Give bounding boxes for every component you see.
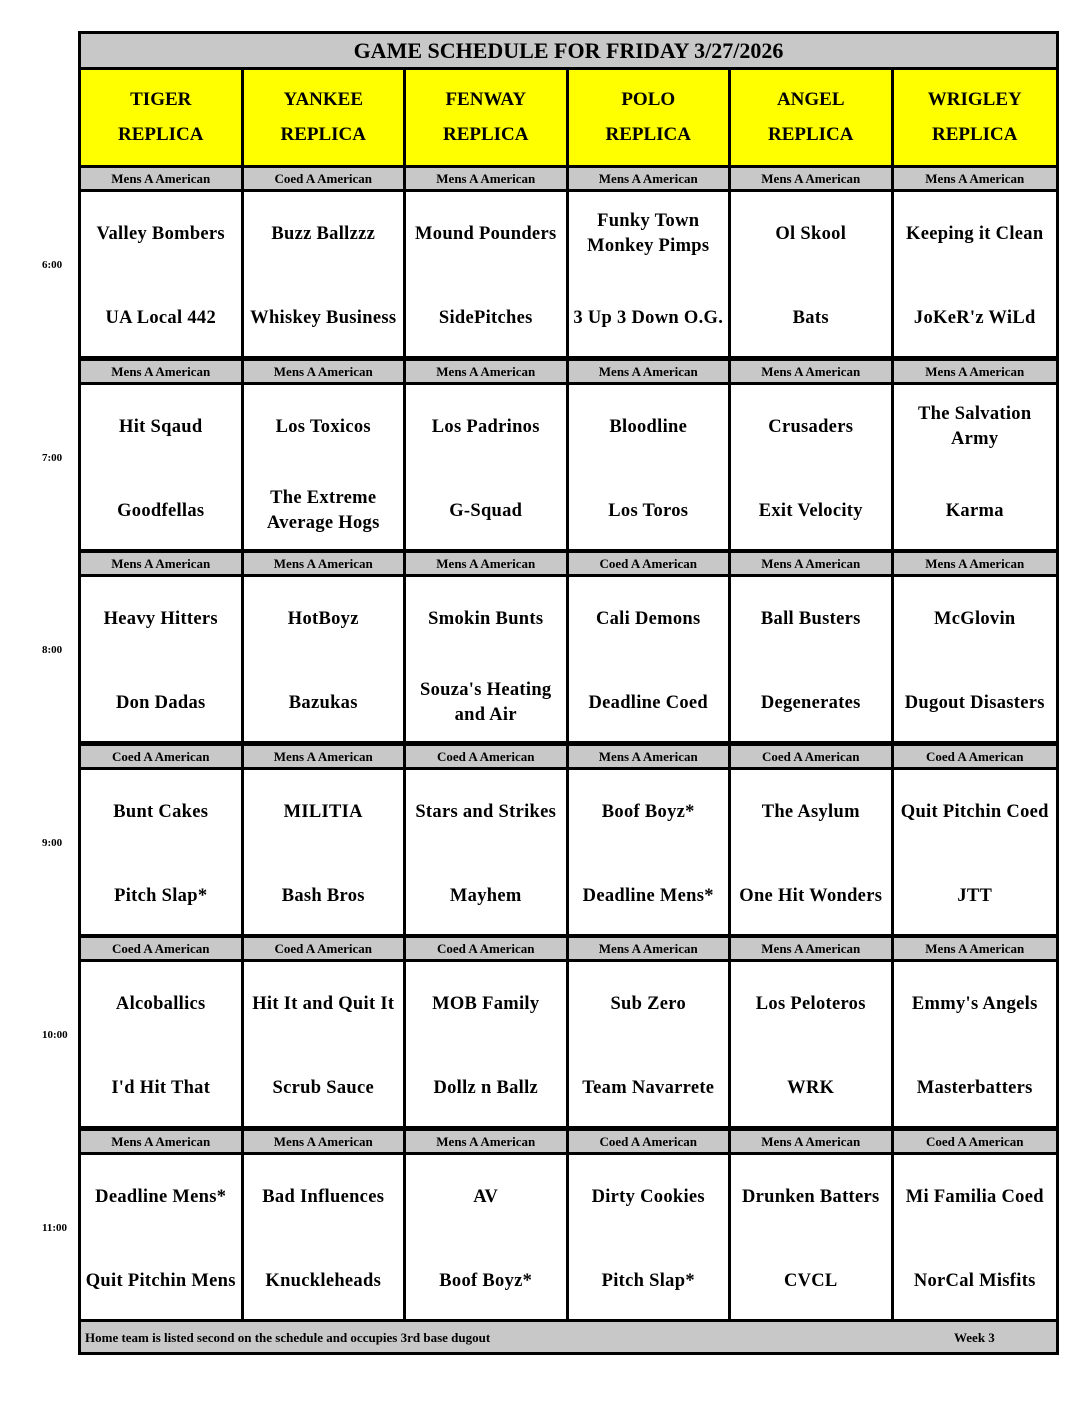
game-cell [81,962,244,1126]
game-cell [731,192,894,356]
away-team: MILITIA [283,801,363,822]
division-label: Mens A American [244,1131,407,1152]
division-label: Mens A American [406,1131,569,1152]
home-team: Team Navarrete [582,1077,715,1098]
division-label: Coed A American [569,553,732,574]
home-team: Goodfellas [117,500,205,521]
home-team: Bazukas [288,692,358,713]
away-team: Hit It and Quit It [252,993,395,1014]
division-label: Mens A American [894,168,1057,189]
home-team: Masterbatters [916,1077,1033,1098]
game-cell [569,962,732,1126]
division-label: Mens A American [81,1131,244,1152]
home-team: Mayhem [449,885,522,906]
home-team: Scrub Sauce [272,1077,374,1098]
home-team: One Hit Wonders [739,885,883,906]
away-team: Buzz Ballzzz [271,223,376,244]
away-team: Bad Influences [262,1186,385,1207]
division-row [81,1131,1056,1152]
home-team: Don Dadas [115,692,206,713]
away-team: Mound Pounders [415,223,557,244]
game-cell [244,770,407,934]
time-slot-block [81,746,1056,936]
division-label: Mens A American [731,553,894,574]
home-team: Los Toros [608,500,689,521]
away-team: Funky Town Monkey Pimps [587,211,710,256]
division-label: Mens A American [569,746,732,767]
away-team: Emmy's Angels [911,993,1038,1014]
games-row [81,577,1056,741]
away-team: Keeping it Clean [906,223,1044,244]
away-team: HotBoyz [287,608,359,629]
time-label: 7:00 [42,452,63,464]
division-row [81,168,1056,189]
game-cell [81,385,244,549]
home-team: Karma [945,500,1004,521]
division-label: Mens A American [569,361,732,382]
division-label: Mens A American [406,553,569,574]
home-team: JTT [957,885,993,906]
schedule-table [78,31,1059,1355]
home-team: Bash Bros [281,885,365,906]
field-header-tiger [81,70,244,165]
home-team: JoKeR'z WiLd [913,307,1036,328]
field-subtitle: REPLICA [605,124,691,145]
home-team: Deadline Mens* [582,885,714,906]
game-cell [731,385,894,549]
game-cell [81,1155,244,1319]
game-cell [731,577,894,741]
time-slot-block [81,361,1056,551]
game-cell [406,770,569,934]
division-label: Coed A American [894,746,1057,767]
field-subtitle: REPLICA [280,124,366,145]
game-cell [81,770,244,934]
home-team: CVCL [783,1270,838,1291]
division-row [81,553,1056,574]
field-header-row [81,70,1056,165]
field-name: YANKEE [283,89,364,110]
game-cell [569,1155,732,1319]
time-label: 11:00 [42,1222,68,1234]
away-team: Mi Familia Coed [905,1186,1044,1207]
home-team: SidePitches [438,307,533,328]
division-label: Mens A American [894,553,1057,574]
field-header-yankee [244,70,407,165]
division-label: Mens A American [569,168,732,189]
away-team: Bunt Cakes [113,801,209,822]
game-cell [731,1155,894,1319]
away-team: Sub Zero [610,993,687,1014]
away-team: Alcoballics [115,993,206,1014]
away-team: MOB Family [432,993,540,1014]
home-team: G-Squad [449,500,523,521]
home-team: 3 Up 3 Down O.G. [573,307,724,328]
field-name: ANGEL [776,89,845,110]
game-cell [81,192,244,356]
division-label: Mens A American [731,168,894,189]
away-team: Crusaders [768,416,854,437]
game-cell [406,1155,569,1319]
home-team: NorCal Misfits [913,1270,1036,1291]
time-slot-block [81,553,1056,743]
schedule-footer [81,1322,1056,1352]
field-name: WRIGLEY [927,89,1022,110]
game-cell [406,962,569,1126]
field-header-wrigley [894,70,1057,165]
time-label: 6:00 [42,259,63,271]
home-team: WRK [787,1077,835,1098]
game-cell [894,192,1057,356]
home-team: Exit Velocity [758,500,863,521]
away-team: Ball Busters [760,608,861,629]
game-cell [894,385,1057,549]
home-team: Knuckleheads [265,1270,382,1291]
away-team: Dirty Cookies [591,1186,705,1207]
game-cell [244,192,407,356]
field-name: POLO [621,89,676,110]
game-cell [894,1155,1057,1319]
schedule-title: GAME SCHEDULE FOR FRIDAY 3/27/2026 [81,34,1056,67]
games-row [81,962,1056,1126]
week-label: Week 3 [954,1330,995,1345]
time-label: 8:00 [42,644,63,656]
away-team: Cali Demons [595,608,701,629]
division-label: Coed A American [244,938,407,959]
game-cell [406,577,569,741]
away-team: The Asylum [761,801,860,822]
field-header-polo [569,70,732,165]
time-slot-block [81,1131,1056,1321]
away-team: Ol Skool [775,223,847,244]
games-row [81,192,1056,356]
time-column [0,0,78,1408]
division-label: Mens A American [81,553,244,574]
game-cell [244,1155,407,1319]
away-team: Heavy Hitters [103,608,218,629]
game-cell [406,192,569,356]
field-subtitle: REPLICA [442,124,529,145]
home-team: The Extreme Average Hogs [266,488,380,533]
field-subtitle: REPLICA [931,124,1018,145]
game-cell [406,385,569,549]
away-team: Stars and Strikes [415,801,557,822]
game-cell [81,577,244,741]
game-cell [894,962,1057,1126]
game-cell [731,770,894,934]
home-team: Quit Pitchin Mens [85,1270,236,1291]
away-team: Boof Boyz* [601,801,695,822]
game-cell [569,577,732,741]
field-header-fenway [406,70,569,165]
game-cell [569,770,732,934]
time-label: 10:00 [42,1029,68,1041]
home-team: UA Local 442 [105,307,216,328]
game-cell [244,962,407,1126]
away-team: Valley Bombers [96,223,225,244]
division-label: Mens A American [731,938,894,959]
games-row [81,385,1056,549]
division-label: Coed A American [731,746,894,767]
division-label: Mens A American [81,361,244,382]
division-label: Mens A American [244,361,407,382]
division-label: Mens A American [894,361,1057,382]
division-label: Coed A American [81,746,244,767]
division-label: Coed A American [894,1131,1057,1152]
away-team: Drunken Batters [741,1186,880,1207]
away-team: Deadline Mens* [95,1186,227,1207]
division-label: Mens A American [406,361,569,382]
division-label: Mens A American [569,938,732,959]
division-label: Coed A American [244,168,407,189]
away-team: McGlovin [933,608,1016,629]
away-team: Smokin Bunts [428,608,544,629]
away-team: Los Peloteros [755,993,866,1014]
division-label: Mens A American [81,168,244,189]
away-team: Los Padrinos [431,416,540,437]
home-team: Pitch Slap* [114,885,208,906]
division-label: Coed A American [81,938,244,959]
field-subtitle: REPLICA [117,124,204,145]
field-subtitle: REPLICA [767,124,854,145]
game-cell [244,385,407,549]
division-label: Mens A American [731,1131,894,1152]
home-team: Deadline Coed [588,692,709,713]
game-cell [894,770,1057,934]
game-cell [569,385,732,549]
time-slot-block [81,168,1056,358]
division-label: Mens A American [244,553,407,574]
game-cell [731,962,894,1126]
home-team: Dollz n Ballz [433,1077,539,1098]
home-team: Boof Boyz* [439,1270,533,1291]
division-label: Coed A American [569,1131,732,1152]
home-team: Souza's Heating and Air [420,680,552,725]
games-row [81,770,1056,934]
away-team: Quit Pitchin Coed [900,801,1049,822]
home-team: Degenerates [760,692,861,713]
field-name: TIGER [130,89,192,110]
home-team: Dugout Disasters [904,692,1045,713]
game-cell [569,192,732,356]
division-label: Mens A American [406,168,569,189]
division-row [81,746,1056,767]
away-team: The Salvation Army [918,404,1032,449]
division-label: Mens A American [894,938,1057,959]
away-team: Bloodline [609,416,688,437]
away-team: AV [473,1186,499,1207]
division-label: Coed A American [406,938,569,959]
home-team: Bats [792,307,829,328]
division-label: Coed A American [406,746,569,767]
home-team: Whiskey Business [250,307,397,328]
division-label: Mens A American [731,361,894,382]
home-team: Pitch Slap* [601,1270,695,1291]
division-label: Mens A American [244,746,407,767]
games-row [81,1155,1056,1319]
division-row [81,361,1056,382]
game-cell [894,577,1057,741]
game-cell [244,577,407,741]
field-header-angel [731,70,894,165]
division-row [81,938,1056,959]
away-team: Los Toxicos [275,416,371,437]
home-team-note: Home team is listed second on the schedule and occupies 3rd base dugout [85,1330,491,1345]
time-label: 9:00 [42,837,63,849]
home-team: I'd Hit That [111,1077,211,1098]
time-slot-block [81,938,1056,1128]
away-team: Hit Sqaud [119,416,203,437]
field-name: FENWAY [445,89,527,110]
